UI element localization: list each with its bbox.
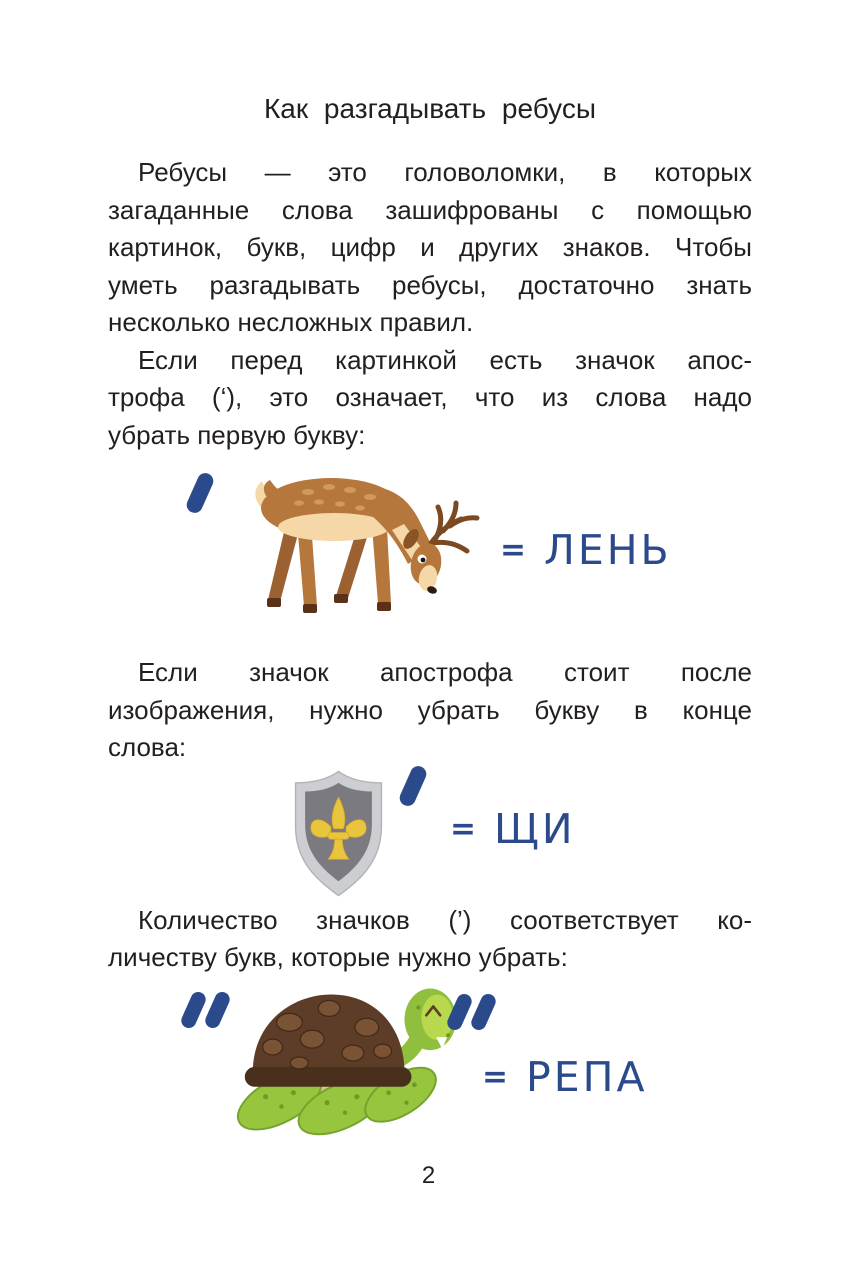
text-line: Количество значков (’) соответствует ко- [138, 904, 752, 935]
paragraph-apostrophe-before-rule [108, 342, 752, 455]
paragraph-intro [108, 154, 752, 342]
answer-word: ЛЕНЬ [543, 526, 672, 574]
text-line: Если перед картинкой есть значок апос- [138, 344, 752, 375]
rebus-answer-deer [500, 526, 672, 574]
apostrophe-mark [184, 471, 216, 516]
text-line: уметь разгадывать ребусы, достаточно знать [108, 269, 752, 300]
text-line: трофа (‘), это означает, что из слова надо [108, 382, 752, 412]
apostrophe-mark [179, 989, 208, 1030]
apostrophe-marks-after [452, 993, 491, 1031]
text-line: личеству букв, которые нужно убрать: [108, 942, 568, 972]
deer-illustration [236, 456, 486, 626]
rebus-turtle [108, 977, 752, 1152]
page-content [108, 0, 752, 1152]
equals-sign: = [500, 532, 526, 568]
apostrophe-marks-after [405, 765, 421, 807]
page-title: Как разгадывать ребусы [264, 93, 596, 124]
text-line: Ребусы — это головоломки, в которых [138, 157, 752, 187]
paragraph-apostrophe-count-rule [108, 902, 752, 977]
text-line: несколько несложных правил. [108, 307, 474, 337]
equals-sign: = [482, 1058, 508, 1095]
answer-word: РЕПА [525, 1052, 648, 1101]
turtle-illustration [218, 977, 466, 1139]
shield-illustration [286, 767, 391, 900]
rebus-deer [108, 454, 752, 654]
paragraph-apostrophe-after-rule [108, 654, 752, 767]
rebus-answer-shield [450, 805, 576, 853]
page-number: 2 [421, 1162, 436, 1189]
apostrophe-mark [469, 991, 498, 1032]
equals-sign: = [450, 810, 476, 847]
answer-word: ЩИ [493, 804, 576, 853]
apostrophe-marks-before [192, 472, 208, 514]
text-line: картинок, букв, цифр и других знаков. Чтобы [108, 232, 752, 262]
apostrophe-mark [397, 763, 429, 808]
rebus-shield [108, 767, 752, 902]
text-line: слова: [108, 732, 187, 762]
text-line: загаданные слова зашифрованы с помощью [108, 194, 752, 225]
text-line: Если значок апострофа стоит после [138, 657, 752, 687]
text-line: убрать первую букву: [108, 419, 366, 450]
text-line: изображения, нужно убрать букву в конце [108, 694, 752, 725]
rebus-answer-turtle [482, 1053, 648, 1101]
